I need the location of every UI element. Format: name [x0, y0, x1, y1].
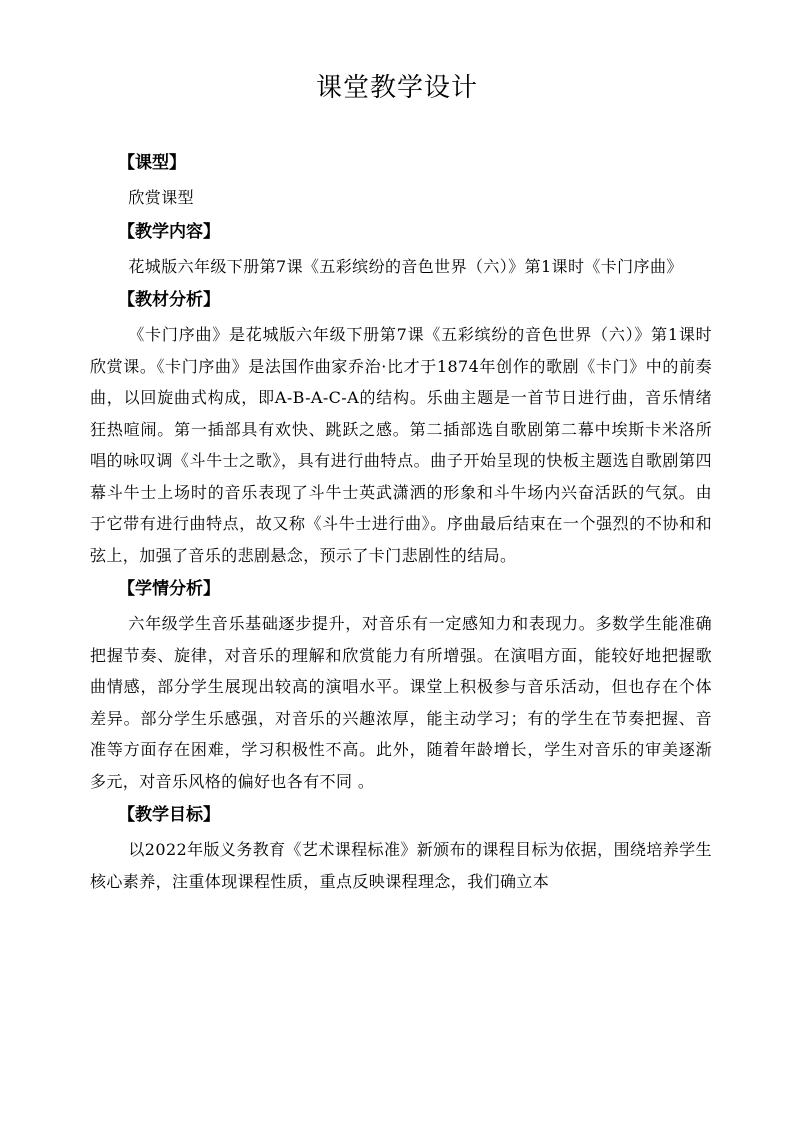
section-heading: 【教学目标】	[118, 805, 220, 825]
section-text: 以2022年版义务教育《艺术课程标准》新颁布的课程目标为依据，围绕培养学生核心素养，注重体现课程性质，重点反映课程理念，我们确立本	[90, 840, 712, 891]
section-heading: 【课型】	[118, 153, 186, 173]
section-heading: 【教材分析】	[118, 290, 220, 310]
section-text: 欣赏课型	[128, 188, 194, 207]
section-material-analysis	[90, 282, 712, 571]
section-lesson-type	[90, 145, 712, 214]
section-text: 花城版六年级下册第7课《五彩缤纷的音色世界（六）》第1课时《卡门序曲》	[128, 256, 683, 276]
document-title: 课堂教学设计	[315, 73, 478, 103]
section-teaching-content	[90, 214, 712, 283]
section-teaching-goals	[90, 797, 712, 897]
section-heading: 【教学内容】	[118, 221, 220, 242]
section-text: 《卡门序曲》是花城版六年级下册第7课《五彩缤纷的音色世界（六）》第1课时欣赏课。《卡门序曲》是法国作曲家乔治·比才于1874年创作的歌剧《卡门》中的前奏曲，以回旋曲式构成，即A-B-A-C-A的结构。乐曲主题是一首节日进行曲，音乐情绪狂热喧闹。第一插部具有欢快、跳跃之感。第二插部选自歌剧第二幕中埃斯卡米洛所唱的咏叹调《斗牛士之歌》，具有进行曲特点。曲子开始呈现的快板主题选自歌剧第四幕斗牛士上场时的音乐表现了斗牛士英武潇洒的形象和斗牛场内兴奋活跃的气氛。由于它带有进行曲特点，故又称《斗牛士进行曲》。序曲最后结束在一个强烈的不协和和弦上，加强了音乐的悲剧悬念，预示了卡门悲剧性的结局。	[90, 325, 712, 565]
section-text: 六年级学生音乐基础逐步提升，对音乐有一定感知力和表现力。多数学生能准确把握节奏、旋律，对音乐的理解和欣赏能力有所增强。在演唱方面，能较好地把握歌曲情感，部分学生展现出较高的演唱水平。课堂上积极参与音乐活动，但也存在个体差异。部分学生乐感强，对音乐的兴趣浓厚，能主动学习；有的学生在节奏把握、音准等方面存在困难，学习积极性不高。此外，随着年龄增长，学生对音乐的审美逐渐多元，对音乐风格的偏好也各有不同 。	[90, 614, 712, 791]
section-heading: 【学情分析】	[118, 579, 220, 599]
document-body	[90, 145, 712, 897]
section-student-analysis	[90, 571, 712, 797]
